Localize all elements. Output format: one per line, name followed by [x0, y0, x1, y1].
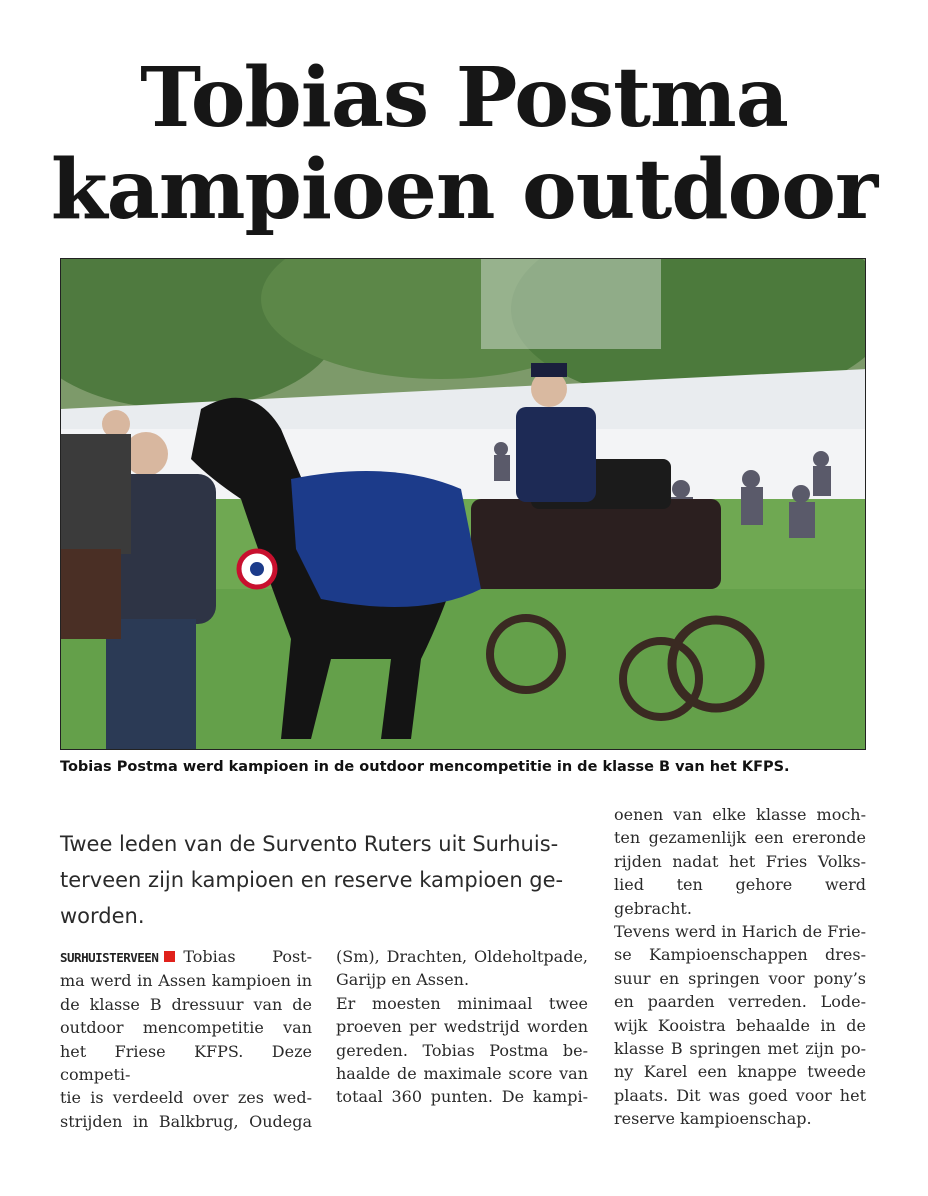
body-line: outdoor mencompetitie van — [60, 1018, 312, 1038]
body-column-3 — [614, 803, 866, 1131]
body-line: gereden. Tobias Postma be- — [336, 1040, 588, 1060]
photo-caption: Tobias Postma werd kampioen in de outdoor mencompetitie in de klasse B van het KFPS. — [60, 759, 790, 775]
intro-line: terveen zijn kampioen en reserve kampioen ge- — [60, 868, 564, 892]
body-line: Garijp en Assen. — [336, 970, 470, 990]
intro-paragraph — [60, 826, 590, 934]
body-line: proeven per wedstrijd worden — [336, 1017, 588, 1037]
body-line: totaal 360 punten. De kampi- — [336, 1087, 588, 1107]
dateline: SURHUISTERVEEN — [60, 950, 159, 965]
body-line: rijden nadat het Fries Volks- — [614, 851, 866, 871]
headline — [0, 52, 928, 236]
body-column-1 — [60, 945, 312, 1133]
body-line: strijden in Balkbrug, Oudega — [60, 1111, 312, 1131]
intro-line: Twee leden van de Survento Ruters uit Surhuis- — [60, 832, 559, 856]
body-line: ny Karel een knappe tweede — [614, 1062, 866, 1082]
body-line: reserve kampioenschap. — [614, 1109, 812, 1129]
intro-line: worden. — [60, 904, 145, 928]
body-text: Tobias Post- — [183, 947, 312, 966]
body-column-2 — [336, 945, 588, 1109]
body-line: ten gezamenlijk een ereronde — [614, 828, 866, 848]
headline-line-2: kampioen outdoor — [50, 142, 878, 238]
body-line — [60, 945, 312, 969]
body-line: Tevens werd in Harich de Frie- — [614, 922, 866, 942]
body-line: en paarden verreden. Lode- — [614, 992, 866, 1012]
article-photo — [60, 258, 866, 750]
body-line: haalde de maximale score van — [336, 1064, 588, 1084]
body-line: het Friese KFPS. Deze competi- — [60, 1041, 312, 1085]
dateline-square-icon — [164, 951, 175, 962]
body-line: (Sm), Drachten, Oldeholtpade, — [336, 947, 588, 966]
body-line: klasse B springen met zijn po- — [614, 1039, 866, 1059]
body-line: tie is verdeeld over zes wed- — [60, 1088, 312, 1108]
body-line: se Kampioenschappen dres- — [614, 945, 866, 965]
body-line: lied ten gehore werd gebracht. — [614, 875, 866, 918]
body-line: plaats. Dit was goed voor het — [614, 1085, 866, 1105]
body-line: wijk Kooistra behaalde in de — [614, 1015, 866, 1035]
headline-line-1: Tobias Postma — [140, 50, 788, 146]
body-line: suur en springen voor pony’s — [614, 968, 866, 988]
body-line: ma werd in Assen kampioen in — [60, 971, 312, 991]
body-line: oenen van elke klasse moch- — [614, 805, 866, 824]
body-line: de klasse B dressuur van de — [60, 994, 312, 1014]
body-line: Er moesten minimaal twee — [336, 993, 588, 1013]
